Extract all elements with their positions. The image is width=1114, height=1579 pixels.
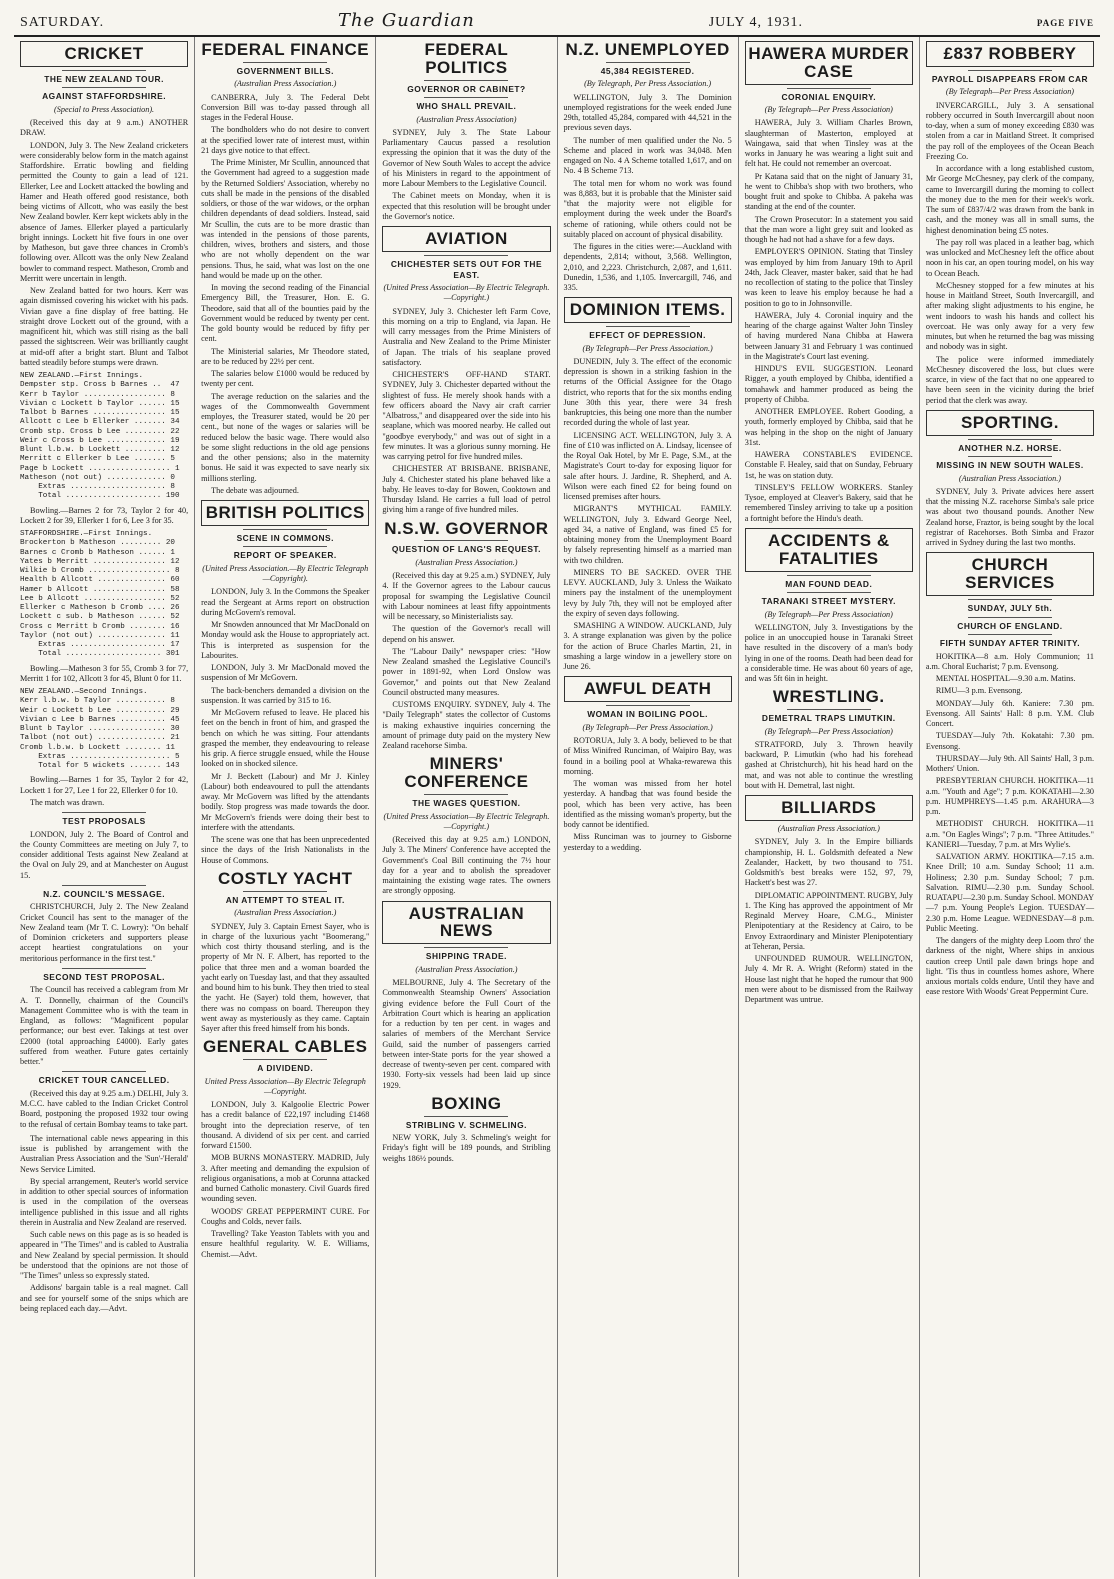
article-subheading: GOVERNMENT BILLS. [236,65,334,76]
masthead-date: JULY 4, 1931. [708,15,804,30]
article-paragraph: CANBERRA, July 3. The Federal Debt Conversion Bill was to-day passed through all stages in the Federal House. [201,92,370,123]
article-paragraph: The police were informed immediately McChesney discovered the loss, but clues were scarce, in view of the fact that no one appeared to have been seen in the vicinity during the brief period that the clerk was away. [925,354,1095,405]
article-headline: COSTLY YACHT [218,868,353,888]
article-paragraph: The average reduction on the salaries and the wages of the Commonwealth Government employes, the Treasurer stated, would be 20 per cent., but none of the wages or salaries will be reduced below the basic wage. There would also be some slight reductions in the old age pensions and the other pensions; also in the maternity bonus. He said it was expected to save nearly six millions sterling. [201,391,370,483]
article-subheading: MISSING IN NEW SOUTH WALES. [936,460,1084,471]
article-paragraph: The Crown Prosecutor: In a statement you said that the man wore a light grey suit and looked as though he had not had a shave for a few days. [744,214,913,245]
article [926,552,1094,997]
article-credit: (Australian Press Association) [416,114,517,124]
article-paragraph: In moving the second reading of the Financial Emergency Bill, the Treasurer, Hon. E. G. Theodore, said that all of the bounties paid by the Government would be reduced by twenty per cent. The gold bounty would be reduced by fifty per cent. [201,283,370,344]
article-subheading: WOMAN IN BOILING POOL. [587,709,708,720]
article-paragraph: MENTAL HOSPITAL—9.30 a.m. Matins. [935,674,1076,684]
article-paragraph: SYDNEY, July 3. The State Labour Parliamentary Caucus passed a resolution expressing the opinion that it was the duty of the Governor of New South Wales to accept the advice of his Ministers in regard to the appointment of more Labour Members to the Legislative Council. [382,127,551,189]
article-paragraph: The total men for whom no work was found was 8,883, but it is probable that the Minister said "that the majority were not eligible for employment during the week under the Board's scheme of rationing, while others could not be suitably placed on account of physical disability. [563,178,732,239]
article [382,41,550,222]
article-subheading: SECOND TEST PROPOSAL. [43,971,165,982]
article [926,410,1094,549]
article-paragraph: NEW YORK, July 3. Schmeling's weight for Friday's fight will be 189 pounds, and Stribling weighs 186½ pounds. [382,1133,551,1163]
masthead [14,8,1100,37]
article-credit: (Special to Press Association). [54,104,155,114]
article-paragraph: The number of men qualified under the No. 5 Scheme and placed in work was 34,048. Men engaged on No. 4 A Scheme totalled 1,617, and on No. 4 B Scheme 713. [563,135,732,176]
article [20,885,188,964]
article [382,520,550,752]
article-paragraph: TUESDAY—July 7th. Kokatahi: 7.30 pm. Evensong. [925,731,1095,751]
article-credit: (By Telegraph—Per Press Association) [764,105,893,115]
article-paragraph: The bondholders who do not desire to convert at the specified lower rate of interest must, within 21 days give notice to that effect. [201,125,370,155]
article-headline: DOMINION ITEMS. [564,297,732,323]
article-paragraph: Travelling? Take Yeaston Tablets with you and ensure healthful regularity. W. E. Williams, Chemist.—Advt. [201,1229,370,1259]
article-paragraph: The figures in the cities were:—Auckland with dependents, 2,814; without, 3,568. Wellington, 2,010, and 2,223. Christchurch, 2,087, and 1,611. Dunedin, 1,536, and 1,105. Invercargill, 746, and 335. [563,242,732,293]
article-paragraph: New Zealand batted for two hours. Kerr was again dismissed covering his wicket with his pads. Vivian gave a fine display of free batting. He straight drove Lockett out of the ground, with a magnificent hit, which was still rising as the ball passed the sightscreen. Weir was brilliantly caught at mid-off after a bright start. Blunt and Talbot batted steadily before stumps were drawn. [20,286,189,367]
article-paragraph: Addisons' bargain table is a real magnet. Call and see for yourself some of the snips which are being replaced each day.—Advt. [20,1283,189,1313]
divider-rule [62,87,146,88]
masthead-day: SATURDAY. [20,15,105,30]
article-headline: N.S.W. GOVERNOR [384,518,549,538]
divider-rule [424,947,508,948]
article-paragraph: The international cable news appearing in this issue is published by arrangement with the Australian Press Association and the 'Sun'-'Herald' News Service Limited. [20,1133,189,1174]
article-headline: CRICKET [20,41,188,67]
divider-rule [62,1071,146,1072]
article-credit: (United Press Association.—By Electric Telegraph—Copyright). [202,563,369,584]
article [201,870,369,1034]
article-paragraph: INVERCARGILL, July 3. A sensational robbery occurred in South Invercargill about noon to-day, when a sum of money exceeding £830 was stolen from a car in Maitland Street. It comprised the pay roll of the employees of the Ocean Beach Freezing Co. [925,100,1095,161]
article-paragraph: HAWERA, July 3. William Charles Brown, slaughterman of Masterton, employed at Waingawa, said that when Tinsley was at the works in January he was wearing a light suit and felt hat. He could not remember an overcoat. [744,118,913,169]
article-paragraph: In accordance with a long established custom, Mr George McChesney, pay clerk of the company, came to Invercargill during the morning to collect the money due to the men for their week's work. The sum of £837/4/2 was drawn from the bank in cash, and the money was all in small sums, the highest denomination being £5 notes. [925,164,1095,235]
article-credit: (By Telegraph—Per Press Association) [764,726,893,736]
divider-rule [424,97,508,98]
article-paragraph: UNFOUNDED RUMOUR. WELLINGTON, July 4. Mr R. A. Wright (Reform) stated in the House last night that he hoped the rumour that 900 men were about to be dismissed from the Railway Department was untrue. [744,954,913,1005]
article-paragraph: SALVATION ARMY. HOKITIKA—7.15 a.m. Knee Drill; 10 a.m. Sunday School; 11 a.m. Holiness; 2.30 p.m. Sunday School; 7 p.m. Salvation. RIMU—2.30 p.m. Sunday School. RUATAPU—2.30 p.m. Sunday School. MONDAY—7 p.m. Young People's Legion. TUESDAY—2.30 p.m. Home League. WEDNESDAY—8 p.m. Public Meeting. [925,852,1095,933]
article-credit: (By Telegraph—Per Press Association) [764,609,893,619]
divider-rule [424,1116,508,1117]
article [201,1038,369,1260]
article-credit: (By Telegraph—Per Press Association.) [582,343,713,353]
article-headline: ACCIDENTS & FATALITIES [745,528,913,572]
divider-rule [424,80,508,81]
article-paragraph: WELLINGTON, July 3. Investigations by the police in an unoccupied house in Taranaki Street have resulted in the discovery of a man's body lying in one of the rooms. Death had been dead for a considerable time. He was about 60 years of age, and was 5ft 6in in height. [744,622,913,684]
column-2 [195,37,376,1577]
article-paragraph: Pr Katana said that on the night of January 31, he went to Chibba's shop with two brothers, who bought fruit and spoke to Chibba. A pakeha was standing at the end of the counter. [744,171,913,212]
article [20,775,188,808]
article-paragraph: WELLINGTON, July 3. The Dominion unemployed registrations for the week ended June 29th, totalled 45,284, compared with 44,521 in the previous seven days. [563,92,732,133]
article-paragraph: STRATFORD, July 3. Thrown heavily backward, P. Limutkin (who had his forehead gashed at Christchurch), hit his head hard on the mat, and was not able to continue the wrestling bout with H. Demetral, last night. [744,739,913,790]
article-paragraph: MINERS TO BE SACKED. OVER THE LEVY. AUCKLAND, July 3. Unless the Waikato miners pay the instalment of the unemployment levy by July 7th, they will not be employed after the expiry of seven days following. [563,567,732,618]
divider-rule [787,88,871,89]
article [564,297,732,672]
divider-rule [62,812,146,813]
article-paragraph: Mr McGovern refused to leave. He placed his feet on the bench in front of him, and grasped the bench on which he was sitting. Four attendants grasped the member, they endeavouring to release his grip. A fierce struggle ensued, while the House looked on in shocked silence. [201,708,370,769]
divider-rule [968,70,1052,71]
article-paragraph: CHICHESTER'S OFF-HAND START. SYDNEY, July 3. Chichester departed without the slightest of fuss. He merely shook hands with a few officers aboard the Navy air craft carrier "Albatross," and disappeared over the side into his seaplane, which was moored nearby. He called out "goodbye everybody," and was out of sight in a few minutes. It was a glorious sunny morning. He was carrying petrol for five hundred miles. [382,370,551,462]
column-3 [376,37,557,1577]
article-subheading: N.Z. COUNCIL'S MESSAGE. [43,888,166,899]
article-paragraph: Bowling.—Barnes 2 for 73, Taylor 2 for 40, Lockett 2 for 39, Ellerker 1 for 6, Lee 3 for 35. [20,505,189,525]
article-subheading: THE WAGES QUESTION. [412,798,521,809]
article-paragraph: CHRISTCHURCH, July 2. The New Zealand Cricket Council has sent to the manager of the New Zealand team (Mr T. C. Lowry): "On behalf of Dominion cricketers and supporters please accept heartiest congratulations on your meritorious performance in the first test." [20,902,189,963]
divider-rule [968,456,1052,457]
article-headline: CHURCH SERVICES [926,552,1094,596]
article [20,1134,188,1314]
article-paragraph: MELBOURNE, July 4. The Secretary of the Commonwealth Steamship Owners' Association giving evidence before the Full Court of the Arbitration Court which is hearing an application for a reduction by ten per cent. in wages and salaries of members of the Merchant Service Guild, said the number of passengers carried between inter-State ports for the year showed a decrease of twenty-seven per cent. compared with 1930. Forty-six vessels had been laid up since 1929. [382,978,551,1090]
article-paragraph: HAWERA CONSTABLE'S EVIDENCE. Constable F. Healey, said that on Sunday, February 1st, he was on station duty. [744,450,913,480]
article-paragraph: (Received this day at 9.25 a.m.) SYDNEY, July 4. If the Governor agrees to the Labour caucus proposal for swamping the Legislative Council with Labour nominees at least fifty appointments will be necessary, so Ministerialists say. [382,571,551,622]
article-headline: SPORTING. [926,410,1094,436]
article-paragraph: LONDON, July 3. In the Commons the Speaker read the Sergeant at Arms report on obstruction during McGovern's removal. [201,587,370,617]
article-credit: (Australian Press Association.) [777,824,880,834]
article-paragraph: Miss Runciman was to journey to Gisborne yesterday to a wedding. [563,832,732,852]
article-paragraph: The Cabinet meets on Monday, when it is expected that this resolution will be brought under the Governor's notice. [382,191,551,221]
divider-rule [606,705,690,706]
article-headline: BILLIARDS [745,795,913,821]
article-paragraph: CUSTOMS ENQUIRY. SYDNEY, July 4. The "Daily Telegraph" states the collector of Customs is making exhaustive inquiries concerning the amount of primage duty paid on the mystery New Zealand racehorse Simba. [382,700,551,751]
article-paragraph: SYDNEY, July 3. In the Empire billiards championship, H. L. Goldsmith defeated a New Zealander, Hackett, by two thousand to 751. Goldsmith's best breaks were 152, 97, 79, Hackett's best was 27. [744,837,913,888]
divider-rule [243,546,327,547]
article [926,41,1094,406]
article-headline: FEDERAL FINANCE [201,40,370,59]
article-headline: BOXING [431,1093,502,1113]
article [564,41,732,293]
article-subheading: CORONIAL ENQUIRY. [781,91,877,102]
article-paragraph: EMPLOYER'S OPINION. Stating that Tinsley was employed by him from January 19th to April 24th, Jack Cleaver, master baker, said that he had no recollection of stating to the police that Tinsley was keen to leave his employ because he had a position to go to in Johnsonville. [744,247,913,308]
article [201,41,369,496]
article-subheading: AGAINST STAFFORDSHIRE. [42,91,167,102]
article-paragraph: LONDON, July 3. Kalgoolie Electric Power has a credit balance of £22,197 including £1468 brought into the depreciation reserve, of ten thousand. A dividend of six per cent. and carried forward £1500. [201,1100,370,1151]
article-paragraph: MIGRANT'S MYTHICAL FAMILY. WELLINGTON, July 3. Edward George Neel, aged 34, a native of England, was fined £5 for obtaining money from the Unemployment Board by falsely representing himself as a married man with two children. [563,504,732,565]
column-4 [558,37,739,1577]
article [20,968,188,1068]
article-headline: GENERAL CABLES [203,1037,368,1057]
article-subheading: 45,384 REGISTERED. [600,65,695,76]
article-subheading: SCENE IN COMMONS. [236,532,334,543]
divider-rule [62,70,146,71]
article-subheading: THE NEW ZEALAND TOUR. [44,73,164,84]
divider-rule [243,1059,327,1060]
article-paragraph: HINDU'S EVIL SUGGESTION. Leonard Rigger, a youth employed by Chibba, identified a tomahawk and hammer produced as being the property of Chibba. [744,364,913,404]
article [382,901,550,1091]
article [20,1071,188,1130]
article [201,500,369,866]
article-paragraph: The woman was missed from her hotel yesterday. A handbag that was found beside the pool, which has been very active, has been identified as the missing woman's property, but the body cannot be identified. [563,779,732,830]
divider-rule [968,634,1052,635]
article-paragraph: LONDON, July 2. The Board of Control and the County Committees are meeting on July 7, to consider additional Tests against New Zealand at the Oval on July 29, and at Manchester on August 15. [20,829,189,880]
article-credit: (United Press Association—By Electric Telegraph.—Copyright.) [383,811,550,831]
article-paragraph: LONDON, July 3. Mr MacDonald moved the suspension of Mr McGovern. [201,663,370,683]
article-subheading: ANOTHER N.Z. HORSE. [958,442,1062,453]
divider-rule [606,62,690,63]
article-credit: (Australian Press Association.) [234,79,337,89]
divider-rule [62,885,146,886]
divider-rule [243,62,327,63]
article-paragraph: The Council has received a cablegram from Mr A. T. Donnelly, chairman of the Council's Management Committee who is with the team in England, as follows: "Magnificent popular performance; our best ever. Takings at test over £2000 (total approaching £4000). Early gates suffered from weather. Future gates certainly better." [20,985,189,1067]
article-paragraph: The pay roll was placed in a leather bag, which was unlocked and McChesney left the office about noon in his car, an open touring model, on his way to Ocean Beach. [925,237,1095,278]
article [20,530,188,660]
article-credit: (By Telegraph, Per Press Association.) [584,79,712,89]
divider-rule [968,439,1052,440]
divider-rule [243,891,327,892]
score-table: NEW ZEALAND.—First Innings. Dempster stp. Cross b Barnes .. 47 Kerr b Taylor .................. 8 Vivian c Lockett b Taylor ...... 15 Talbot b Barnes ................ 15 Allcott c Lee b Ellerker ....... 34 Cromb stp. Cross b Lee ......... 22 Weir c Cross b Lee ............. 19 Blunt l.b.w. b Lockett ......... 12 Merritt c Ellerker b Lee ....... 5 Page b Lockett .................. 1 Matheson (not out) ............. 0 Extras ..................... 8 Total ..................... 190 [20,372,180,501]
article-subheading: STRIBLING V. SCHMELING. [405,1119,527,1130]
article-subheading: SUNDAY, JULY 5th. [967,603,1053,614]
article-paragraph: RIMU—3 p.m. Evensong. [935,686,1023,696]
article-paragraph: The back-benchers demanded a division on the suspension. It was carried by 315 to 16. [201,685,370,705]
divider-rule [62,968,146,969]
article [20,506,188,527]
divider-rule [968,617,1052,618]
article-paragraph: Mr Snowden announced that Mr MacDonald on Monday would ask the House to appropriately act. This is interpreted as suspension for the Labourites. [201,620,370,660]
article-paragraph: By special arrangement, Reuter's world service in addition to other special sources of information is used in the compilation of the overseas intelligence published in this issue and all rights therein in Australia and New Zealand are reserved. [20,1176,189,1227]
divider-rule [424,255,508,256]
masthead-paper-title: The Guardian [337,10,475,31]
article-subheading: GOVERNOR OR CABINET? [407,83,526,94]
article-paragraph: DUNEDIN, July 3. The effect of the economic depression is shown in a striking fashion in the returns of the Official Assignee for the Otago district, who reports that for the six months ending June 30th this year, there were 34 fresh bankruptcies, this being one more than the number recorded during the whole of last year. [563,356,732,428]
article-subheading: TEST PROPOSALS [62,816,146,827]
article-subheading: CHURCH OF ENGLAND. [957,620,1063,631]
article-subheading: MAN FOUND DEAD. [785,578,873,589]
article [745,795,913,1005]
article-paragraph: THURSDAY—July 9th. All Saints' Hall, 3 p.m. Mothers' Union. [925,753,1095,774]
article [745,528,913,684]
article-credit: (Australian Press Association.) [234,908,337,918]
article [564,676,732,852]
article [382,1095,550,1164]
divider-rule [968,599,1052,600]
article-paragraph: Mr J. Beckett (Labour) and Mr J. Kinley (Labour) both endeavoured to pull the attendants away. Mr McGovern was lifted by the attendants bodily. Stop progress was made towards the door. Mr McGovern's friends were doing their best to interfere with the attendants. [201,771,370,832]
article-headline: AVIATION [382,226,550,252]
article-subheading: EFFECT OF DEPRESSION. [589,330,706,341]
article-paragraph: The Ministerial salaries, Mr Theodore stated, are to be reduced by 22½ per cent. [201,346,370,366]
article-credit: (By Telegraph—Per Press Association.) [582,722,713,732]
article-paragraph: McChesney stopped for a few minutes at his house in Maitland Street, South Invercargill, and after making slight adjustments to his engine, he went indoors to wash his hands and collect his overcoat. He was only away for a very few minutes, but when he returned the bag was missing and nobody was in sight. [925,280,1095,352]
article-paragraph: SYDNEY, July 3. Chichester left Farm Cove, this morning on a trip to England, via Japan. He will carry messages from the Prime Ministers of Australia and New Zealand to the Prime Minister of Japan. The trials of his seaplane proved satisfactory. [382,306,551,367]
article-subheading: AN ATTEMPT TO STEAL IT. [225,894,345,905]
article-subheading: FIFTH SUNDAY AFTER TRINITY. [939,638,1081,649]
article-subheading: QUESTION OF LANG'S REQUEST. [391,544,541,555]
article-headline: AWFUL DEATH [564,676,732,702]
masthead-page-number: PAGE FIVE [1036,18,1094,28]
article-paragraph: SYDNEY, July 3. Private advices here assert that the missing N.Z. racehorse Simba's sale price was about two thousand pounds. Another New Zealand horse, Fraztor, is being sought by the local registrar of Racehorses. Both Simba and Frazor arrived in Sydney during the last two months. [925,486,1095,548]
article-credit: (Australian Press Association.) [415,557,518,567]
article [20,41,188,368]
article-paragraph: SMASHING A WINDOW. AUCKLAND, July 3. A strange explanation was given by the police for the action of Bruce Charles Martin, 21, in smashing a large window in a jewellery store on June 26. [563,621,732,672]
article-credit: (By Telegraph—Per Press Association) [945,87,1075,97]
article-paragraph: HOKITIKA—8 a.m. Holy Communion; 11 a.m. Choral Eucharist; 7 p.m. Evensong. [925,651,1095,671]
article [745,41,913,524]
article-paragraph: LONDON, July 3. The New Zealand cricketers were considerably below form in the match against Staffordshire. Erratic bowling and fielding permitted the County to gain a lead of 121. Ellerker, Lee and Lockett attacked the bowling and Hamer and Heath offered good resistance, both being victims of Allcott, who was easily the best New Zealand bowler. Kerr kept wickets ably in the absence of James. Ellerker played a particularly bright innings. Lockett hit five fours in one over by Matheson, but gave three chances in Cromb's following over. Allcott was the only New Zealand bowler to command respect. Matheson, Cromb and Merritt were uncertain in length. [20,140,189,283]
column-6 [920,37,1100,1577]
article-subheading: CHICHESTER SETS OUT FOR THE EAST. [390,259,543,280]
divider-rule [606,326,690,327]
article-subheading: WHO SHALL PREVAIL. [416,101,517,112]
article-subheading: SHIPPING TRADE. [425,951,507,962]
article [20,664,188,685]
score-table: NEW ZEALAND.—Second Innings. Kerr l.b.w. b Taylor ........... 8 Weir c Lockett b Lee ........... 29 Vivian c Lee b Barnes .......... 45 Blunt b Taylor ................. 30 Talbot (not out) ............... 21 Cromb l.b.w. b Lockett ........ 11 Extras ...................... 5 Total for 5 wickets ....... 143 [20,688,180,771]
article-subheading: REPORT OF SPEAKER. [233,550,337,561]
column-1 [14,37,195,1577]
article [20,812,188,881]
article-paragraph: The dangers of the mighty deep Loom thro' the darkness of the night, Where ships in anxious caution creep Until pale dawn brings hope and light. 'Tis thus in countless homes ashore, Where anxious mortals colds endure, Until they have and ease restore With Woods' Great Peppermint Cure. [925,936,1095,997]
article-subheading: TARANAKI STREET MYSTERY. [761,596,896,607]
article-paragraph: (Received this day at 9.25 a.m.) LONDON, July 3. The Miners' Conference have accepted the Government's Coal Bill continuing the 7½ hour day for a year and to abolish the spreadover maintaining the existing wage rates. The owners are strongly opposing. [382,835,551,896]
article-paragraph: Bowling.—Matheson 3 for 55, Cromb 3 for 77, Merritt 1 for 102, Allcott 3 for 45, Blunt 0 for 11. [20,663,189,683]
article-credit: United Press Association—By Electric Telegraph—Copyright. [204,1076,366,1096]
article-headline: N.Z. UNEMPLOYED [565,40,730,59]
article-paragraph: ANOTHER EMPLOYEE. Robert Gooding, a youth, formerly employed by Chibba, said that he was helping in the shop on the night of January 31st. [744,407,913,447]
article-paragraph: SYDNEY, July 3. Captain Ernest Sayer, who is in charge of the luxurious yacht "Boomerang," which cost thirty thousand sterling, and is the property of Mr N. F. Albert, has reported to the police that three men and a woman boarded the yacht early on Tuesday last, and that they assaulted and bound him to his bunk. They then tried to steal the yacht. He (Sayer) told them, however, that there was no compass on board. Thereupon they went away as mysteriously as they came. Captain Sayer after this freed himself from his bonds. [201,921,370,1034]
article-credit: (Australian Press Association.) [958,473,1061,483]
article-headline: FEDERAL POLITICS [424,40,509,77]
article-credit: (United Press Association—By Electric Telegraph.—Copyright.) [383,283,550,303]
divider-rule [787,709,871,710]
article-headline: MINERS' CONFERENCE [404,754,529,792]
article-paragraph: HAWERA, July 4. Coronial inquiry and the hearing of the charge against Walter John Tinsley of having murdered Nana Chibba at Hawera between January 31 and February 1 was continued in the Magistrate's Court last evening. [744,310,913,361]
article-paragraph: DIPLOMATIC APPOINTMENT. RUGBY, July 1. The King has approved the appointment of Mr Reginald Mervey Hoare, C.M.G., Minister Plenipotentiary at the Residency at Cairo, to be Envoy Extraordinary and Minister Plenipotentiary at Teheran, Persia. [744,890,913,951]
article-paragraph: (Received this day at 9 a.m.) ANOTHER DRAW. [20,118,189,138]
article [20,372,188,502]
article [382,755,550,896]
article-paragraph: PRESBYTERIAN CHURCH. HOKITIKA—11 a.m. "Youth and Age"; 7 p.m. KOKATAHI—2.30 p.m. HUMPHREYS—1.45 p.m. ARAHURA—3 p.m. [925,776,1095,817]
article-paragraph: The debate was adjourned. [211,485,299,495]
article-subheading: A DIVIDEND. [257,1063,314,1074]
article-headline: HAWERA MURDER CASE [745,41,913,85]
article-subheading: PAYROLL DISAPPEARS FROM CAR [931,73,1089,84]
article [20,688,188,771]
article-paragraph: The match was drawn. [30,797,105,807]
article-paragraph: MOB BURNS MONASTERY. MADRID, July 3. After meeting and demanding the expulsion of religious organisations, a mob at Corunna attacked and burned Catholic monastery. Civil Guards fired wounding seven. [201,1153,370,1204]
article-paragraph: LICENSING ACT. WELLINGTON, July 3. A fine of £10 was inflicted on A. Lindsay, licensee of the Royal Oak Hotel, by Mr E. Page, S.M., at the Magistrate's Court to-day for exposing liquor for sale after hours. J. Jardine, R. Shepherd, and A. Wilson were each fined £2 for being found on licensed premises after hours. [563,430,732,502]
article-headline: AUSTRALIAN NEWS [382,901,550,945]
article-paragraph: ROTORUA, July 3. A body, believed to be that of Miss Winifred Runciman, of Waipiro Bay, was found in a boiling pool at Whaka-rewarewa this morning. [563,736,732,776]
column-5 [739,37,920,1577]
article [745,688,913,791]
article-headline: £837 ROBBERY [926,41,1094,67]
divider-rule [424,540,508,541]
divider-rule [243,529,327,530]
article-paragraph: The question of the Governor's recall will depend on his answer. [382,624,551,644]
divider-rule [424,794,508,795]
article-paragraph: Bowling.—Barnes 1 for 35, Taylor 2 for 42, Lockett 1 for 27, Lee 1 for 22, Ellerker 0 for 10. [20,775,189,795]
divider-rule [787,592,871,593]
article-paragraph: (Received this day at 9.25 a.m.) DELHI, July 3. M.C.C. have cabled to the Indian Cricket Control Board, postponing the proposed 1932 tour owing to the refusal of certain Bombay teams to take part. [20,1088,189,1129]
article-paragraph: Such cable news on this page as is so headed is appeared in "The Times" and is cabled to Australia and New Zealand by special permission. It should be understood that the opinions are not those of "The Times" unless so expressly stated. [20,1230,189,1281]
score-table: STAFFORDSHIRE.—First Innings. Brockerton b Matheson ......... 20 Barnes c Cromb b Matheson ...... 1 Yates b Merritt ................ 12 Wilkie b Cromb .................. 8 Health b Allcott ............... 60 Hamer b Allcott ................ 58 Lee b Allcott .................. 52 Ellerker c Matheson b Cromb .... 26 Lockett c sub. b Matheson ...... 52 Cross c Merritt b Cromb ........ 16 Taylor (not out) ............... 11 Extras ..................... 17 Total ..................... 301 [20,530,180,659]
article-subheading: CRICKET TOUR CANCELLED. [38,1075,170,1086]
divider-rule [787,575,871,576]
columns-container [14,37,1100,1577]
article [382,226,550,515]
article-paragraph: The "Labour Daily" newspaper cries: "How New Zealand smashed the Legislative Council's power in 1891-92, when Lord Onslow was Governor," and points out that New Zealand Council obstructed many measures. [382,646,551,697]
article-headline: BRITISH POLITICS [201,500,369,526]
article-paragraph: METHODIST CHURCH. HOKITIKA—11 a.m. "On Eagles Wings"; 7 p.m. "Three Attitudes." KANIERI—Tuesday, 7 p.m. at Mrs Wylie's. [925,819,1095,849]
article-paragraph: The scene was one that has been unprecedented since the days of the Irish Nationalists in the House of Commons. [201,835,370,865]
article-paragraph: MONDAY—July 6th. Kaniere: 7.30 pm. Evensong. All Saints' Hall: 8 p.m. Y.M. Club Concert. [925,698,1095,729]
article-paragraph: The salaries below £1000 would be reduced by twenty per cent. [201,369,370,389]
article-paragraph: CHICHESTER AT BRISBANE. BRISBANE, July 4. Chichester stated his plane behaved like a baby. He leaves to-day for Bowen, Cooktown and Thursday Island. He carries a full load of petrol giving him a range of five hundred miles. [382,464,551,515]
article-credit: (Australian Press Association.) [415,964,518,974]
article-headline: WRESTLING. [772,687,885,707]
article-paragraph: TINSLEY'S FELLOW WORKERS. Stanley Tysoe, employed at Cleaver's Bakery, said that he remembered Tinsley arriving to take up a position a fortnight before the Hindu's death. [744,482,913,523]
article-paragraph: The Prime Minister, Mr Scullin, announced that the Government had agreed to a suggestion made by the Returned Soldiers' Association, whereby no cuts shall be made in the pensions of the disabled soldiers, or those of the war widows, or the orphan children dependants of dead soldiers. Instead, said Mr Scullin, the cuts are to be more drastic than was intended in the pensions of those parents, children, wives, brothers and sisters, and those who are not wholly dependent on the war pensions. Thus, he said, what was lost on the one hand would be made up on the other. [201,158,370,280]
article-paragraph: WOODS' GREAT PEPPERMINT CURE. For Coughs and Colds, never fails. [201,1206,370,1226]
article-subheading: DEMETRAL TRAPS LIMUTKIN. [761,713,896,724]
